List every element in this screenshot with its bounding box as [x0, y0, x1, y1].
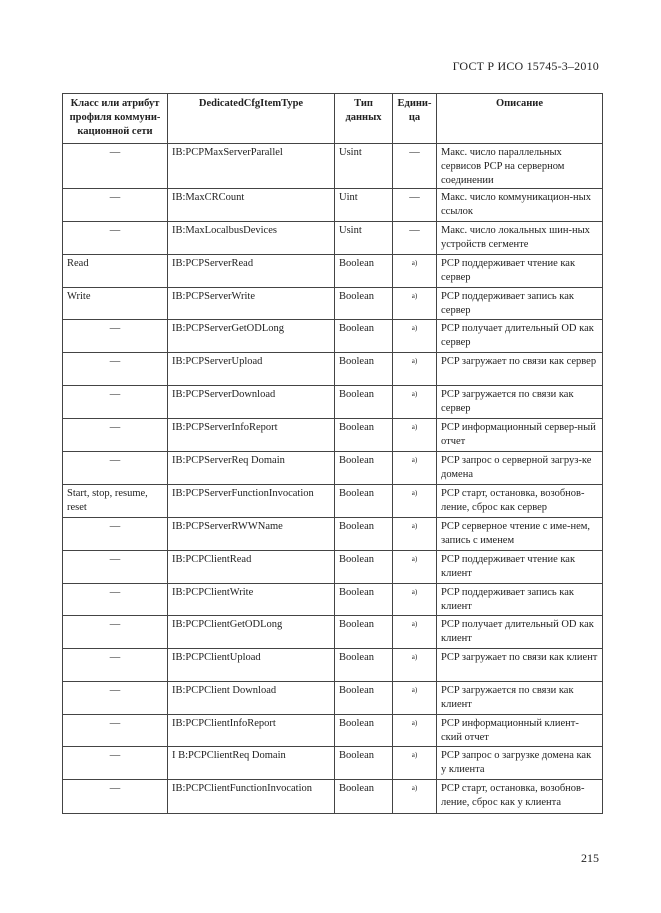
table-row	[63, 551, 603, 584]
cell-cfg-item-type: IB:PCPServerGetODLong	[168, 320, 335, 353]
cell-description: PCP серверное чтение с име-нем, запись с именем	[437, 518, 603, 551]
cell-cfg-item-type: IB:PCPServerRead	[168, 255, 335, 288]
cell-profile-attribute: —	[63, 353, 168, 386]
cell-cfg-item-type: IB:PCPClientInfoReport	[168, 715, 335, 747]
cell-cfg-item-type: IB:PCPServerRWWName	[168, 518, 335, 551]
cell-unit: —	[393, 189, 437, 222]
footnote-marker: а)	[411, 357, 418, 365]
cell-data-type: Boolean	[335, 551, 393, 584]
cell-data-type: Boolean	[335, 584, 393, 616]
cell-data-type: Boolean	[335, 747, 393, 780]
cell-cfg-item-type: I B:PCPClientReq Domain	[168, 747, 335, 780]
cell-data-type: Boolean	[335, 288, 393, 320]
cell-unit: —	[393, 144, 437, 189]
cell-unit	[393, 780, 437, 814]
header-profile-attribute: Класс или атрибут профиля коммуни-кационной сети	[63, 94, 168, 144]
table-row	[63, 288, 603, 320]
cell-data-type: Boolean	[335, 616, 393, 649]
cell-description: PCP загружает по связи как сервер	[437, 353, 603, 386]
cell-data-type: Boolean	[335, 715, 393, 747]
config-items-table	[62, 93, 603, 814]
footnote-marker: а)	[411, 784, 418, 792]
table-row	[63, 616, 603, 649]
table-row	[63, 649, 603, 682]
footnote-marker: а)	[411, 653, 418, 661]
cell-unit	[393, 320, 437, 353]
footnote-marker: а)	[411, 620, 418, 628]
cell-profile-attribute: —	[63, 616, 168, 649]
cell-cfg-item-type: IB:PCPMaxServerParallel	[168, 144, 335, 189]
cell-profile-attribute: —	[63, 551, 168, 584]
cell-cfg-item-type: IB:PCPServerDownload	[168, 386, 335, 419]
cell-description: Макс. число локальных шин-ных устройств сегменте	[437, 222, 603, 255]
cell-cfg-item-type: IB:PCPClient Download	[168, 682, 335, 715]
footnote-marker: а)	[411, 390, 418, 398]
cell-description: PCP поддерживает запись как сервер	[437, 288, 603, 320]
cell-description: Макс. число коммуникацион-ных ссылок	[437, 189, 603, 222]
header-unit: Едини-ца	[393, 94, 437, 144]
cell-data-type: Boolean	[335, 255, 393, 288]
cell-profile-attribute: —	[63, 222, 168, 255]
table-row	[63, 682, 603, 715]
cell-cfg-item-type: IB:PCPServerUpload	[168, 353, 335, 386]
table-body	[63, 144, 603, 814]
cell-description: PCP получает длительный OD как клиент	[437, 616, 603, 649]
cell-cfg-item-type: IB:PCPClientFunctionInvocation	[168, 780, 335, 814]
cell-data-type: Boolean	[335, 353, 393, 386]
cell-unit	[393, 616, 437, 649]
cell-description: PCP получает длительный OD как сервер	[437, 320, 603, 353]
cell-cfg-item-type: IB:PCPServerFunctionInvocation	[168, 485, 335, 518]
cell-unit	[393, 353, 437, 386]
page-number: 215	[581, 851, 599, 865]
cell-data-type: Boolean	[335, 780, 393, 814]
cell-description: PCP старт, остановка, возобнов-ление, сброс как у клиента	[437, 780, 603, 814]
table-row	[63, 518, 603, 551]
cell-data-type: Boolean	[335, 419, 393, 452]
cell-data-type: Boolean	[335, 518, 393, 551]
cell-profile-attribute: Read	[63, 255, 168, 288]
footnote-marker: а)	[411, 588, 418, 596]
table-row	[63, 222, 603, 255]
cell-data-type: Boolean	[335, 386, 393, 419]
table-row	[63, 715, 603, 747]
header-description: Описание	[437, 94, 603, 144]
cell-description: PCP поддерживает чтение как сервер	[437, 255, 603, 288]
cell-unit	[393, 649, 437, 682]
footnote-marker: а)	[411, 423, 418, 431]
cell-data-type: Usint	[335, 222, 393, 255]
cell-cfg-item-type: IB:PCPClientUpload	[168, 649, 335, 682]
cell-profile-attribute: —	[63, 320, 168, 353]
table-row	[63, 353, 603, 386]
cell-unit	[393, 255, 437, 288]
cell-data-type: Boolean	[335, 320, 393, 353]
table-row	[63, 452, 603, 485]
cell-cfg-item-type: IB:PCPServerWrite	[168, 288, 335, 320]
footnote-marker: а)	[411, 555, 418, 563]
cell-description: PCP поддерживает чтение как клиент	[437, 551, 603, 584]
table-row	[63, 584, 603, 616]
cell-profile-attribute: —	[63, 386, 168, 419]
cell-profile-attribute: —	[63, 682, 168, 715]
table-row	[63, 780, 603, 814]
cell-data-type: Usint	[335, 144, 393, 189]
cell-description: PCP старт, остановка, возобнов-ление, сброс как сервер	[437, 485, 603, 518]
cell-profile-attribute: —	[63, 715, 168, 747]
table-row	[63, 189, 603, 222]
footnote-marker: а)	[411, 292, 418, 300]
table-row	[63, 419, 603, 452]
header-cfg-item-type: DedicatedCfgItemType	[168, 94, 335, 144]
cell-description: PCP информационный клиент-ский отчет	[437, 715, 603, 747]
cell-cfg-item-type: IB:PCPClientWrite	[168, 584, 335, 616]
footnote-marker: а)	[411, 489, 418, 497]
cell-profile-attribute: —	[63, 780, 168, 814]
cell-description: PCP информационный сервер-ный отчет	[437, 419, 603, 452]
table-row	[63, 386, 603, 419]
cell-unit	[393, 419, 437, 452]
cell-description: PCP загружается по связи как сервер	[437, 386, 603, 419]
cell-profile-attribute: —	[63, 747, 168, 780]
table-header-row	[63, 94, 603, 144]
cell-cfg-item-type: IB:MaxLocalbusDevices	[168, 222, 335, 255]
cell-description: PCP загружается по связи как клиент	[437, 682, 603, 715]
cell-unit	[393, 386, 437, 419]
cell-data-type: Uint	[335, 189, 393, 222]
footnote-marker: а)	[411, 456, 418, 464]
cell-cfg-item-type: IB:PCPClientGetODLong	[168, 616, 335, 649]
cell-cfg-item-type: IB:PCPClientRead	[168, 551, 335, 584]
footnote-marker: а)	[411, 324, 418, 332]
cell-description: PCP запрос о серверной загруз-ке домена	[437, 452, 603, 485]
cell-unit	[393, 584, 437, 616]
cell-cfg-item-type: IB:MaxCRCount	[168, 189, 335, 222]
footnote-marker: а)	[411, 259, 418, 267]
cell-description: PCP поддерживает запись как клиент	[437, 584, 603, 616]
footnote-marker: а)	[411, 719, 418, 727]
cell-data-type: Boolean	[335, 682, 393, 715]
cell-cfg-item-type: IB:PCPServerReq Domain	[168, 452, 335, 485]
cell-description: PCP загружает по связи как клиент	[437, 649, 603, 682]
cell-profile-attribute: —	[63, 419, 168, 452]
cell-unit	[393, 288, 437, 320]
table-row	[63, 747, 603, 780]
footnote-marker: а)	[411, 522, 418, 530]
cell-profile-attribute: —	[63, 452, 168, 485]
table-row	[63, 255, 603, 288]
footnote-marker: а)	[411, 686, 418, 694]
cell-description: Макс. число параллельных сервисов PCP на серверном соединении	[437, 144, 603, 189]
cell-data-type: Boolean	[335, 452, 393, 485]
cell-unit	[393, 682, 437, 715]
cell-unit	[393, 518, 437, 551]
cell-profile-attribute: —	[63, 584, 168, 616]
cell-unit	[393, 485, 437, 518]
cell-profile-attribute: —	[63, 189, 168, 222]
cell-unit	[393, 747, 437, 780]
cell-data-type: Boolean	[335, 485, 393, 518]
cell-profile-attribute: —	[63, 649, 168, 682]
cell-unit: —	[393, 222, 437, 255]
table-row	[63, 144, 603, 189]
cell-description: PCP запрос о загрузке домена как у клиента	[437, 747, 603, 780]
table-row	[63, 320, 603, 353]
cell-unit	[393, 715, 437, 747]
cell-unit	[393, 551, 437, 584]
cell-profile-attribute: —	[63, 144, 168, 189]
cell-unit	[393, 452, 437, 485]
cell-profile-attribute: —	[63, 518, 168, 551]
cell-cfg-item-type: IB:PCPServerInfoReport	[168, 419, 335, 452]
table-row	[63, 485, 603, 518]
document-header: ГОСТ Р ИСО 15745-3–2010	[452, 59, 599, 73]
header-data-type: Тип данных	[335, 94, 393, 144]
cell-profile-attribute: Start, stop, resume, reset	[63, 485, 168, 518]
cell-data-type: Boolean	[335, 649, 393, 682]
cell-profile-attribute: Write	[63, 288, 168, 320]
footnote-marker: а)	[411, 751, 418, 759]
